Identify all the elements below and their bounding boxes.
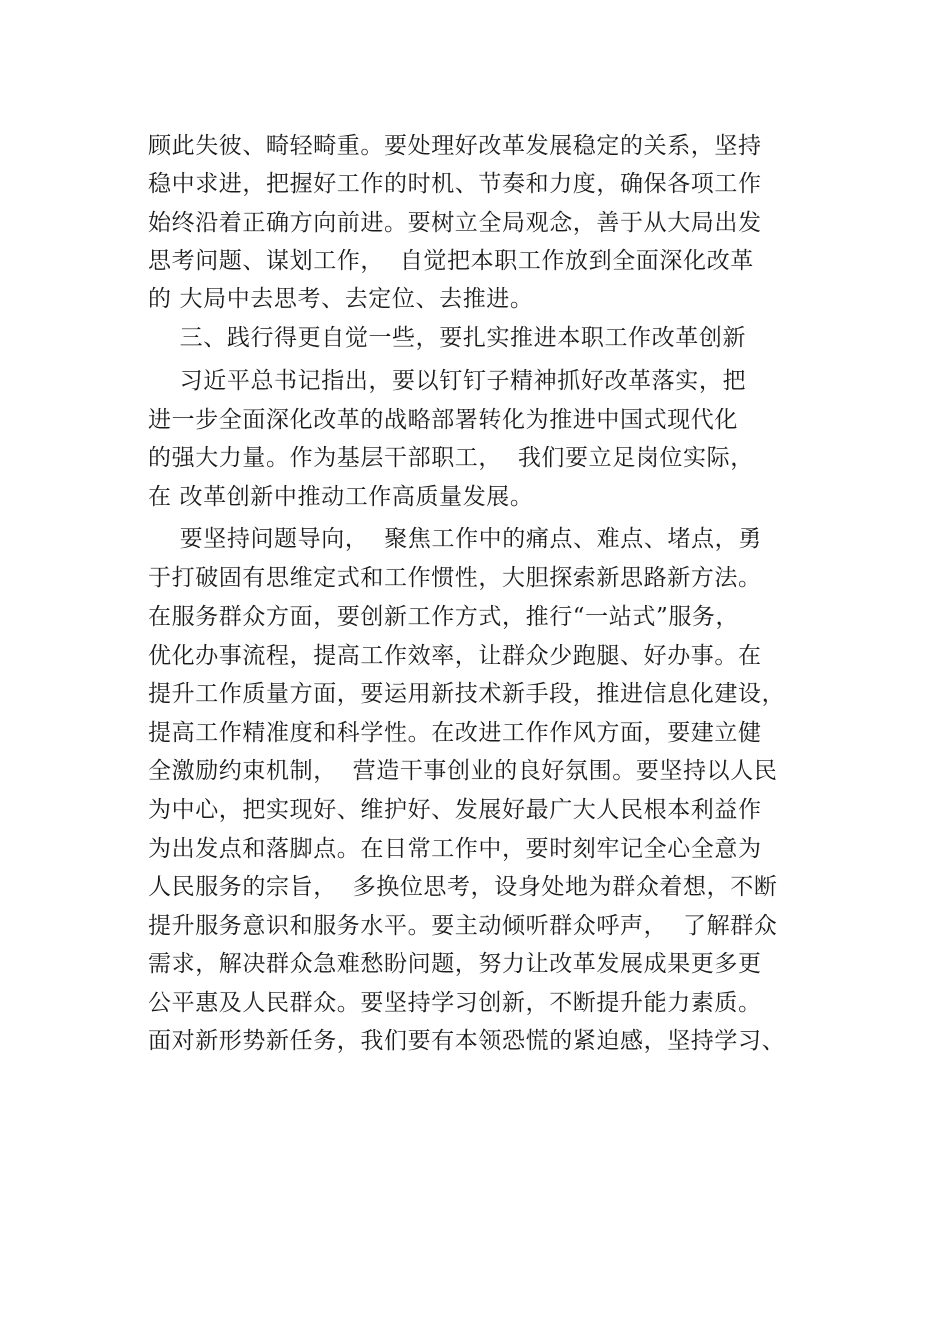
text-line: 优化办事流程，提高工作效率，让群众少跑腿、好办事。在 [148, 643, 762, 669]
section-heading: 三、践行得更自觉一些，要扎实推进本职工作改革创新 [148, 325, 747, 351]
text-line: 提高工作精准度和科学性。在改进工作作风方面，要建立健 [148, 720, 762, 746]
text-line: 公平惠及人民群众。要坚持学习创新，不断提升能力素质。 [148, 990, 762, 1016]
text-line: 于打破固有思维定式和工作惯性，大胆探索新思路新方法。 [148, 565, 762, 591]
text-line: 在 改革创新中推动工作高质量发展。 [148, 484, 534, 510]
text-line: 顾此失彼、畸轻畸重。要处理好改革发展稳定的关系，坚持 [148, 133, 762, 159]
text-line: 提升工作质量方面，要运用新技术新手段，推进信息化建设， [148, 681, 786, 707]
text-line: 提升服务意识和服务水平。要主动倾听群众呼声， 了解群众 [148, 913, 778, 939]
text-line: 进一步全面深化改革的战略部署转化为推进中国式现代化 [148, 407, 738, 433]
text-line: 思考问题、谋划工作， 自觉把本职工作放到全面深化改革 [148, 248, 754, 274]
text-line: 稳中求进，把握好工作的时机、节奏和力度，确保各项工作 [148, 171, 762, 197]
text-line: 要坚持问题导向， 聚焦工作中的痛点、难点、堵点，勇 [148, 526, 762, 552]
text-line: 习近平总书记指出，要以钉钉子精神抓好改革落实，把 [148, 368, 747, 394]
text-line: 的强大力量。作为基层干部职工， 我们要立足岗位实际， [148, 445, 754, 471]
text-line: 全激励约束机制， 营造干事创业的良好氛围。要坚持以人民 [148, 758, 778, 784]
text-line: 的 大局中去思考、去定位、去推进。 [148, 286, 534, 312]
text-line: 为中心，把实现好、维护好、发展好最广大人民根本利益作 [148, 797, 762, 823]
text-line: 人民服务的宗旨， 多换位思考，设身处地为群众着想，不断 [148, 874, 778, 900]
text-line: 需求，解决群众急难愁盼问题，努力让改革发展成果更多更 [148, 951, 762, 977]
text-line: 在服务群众方面，要创新工作方式，推行“一站式”服务， [148, 604, 740, 630]
text-line: 始终沿着正确方向前进。要树立全局观念，善于从大局出发 [148, 210, 762, 236]
text-line: 为出发点和落脚点。在日常工作中，要时刻牢记全心全意为 [148, 836, 762, 862]
text-line: 面对新形势新任务，我们要有本领恐慌的紧迫感，坚持学习、 [148, 1028, 786, 1054]
